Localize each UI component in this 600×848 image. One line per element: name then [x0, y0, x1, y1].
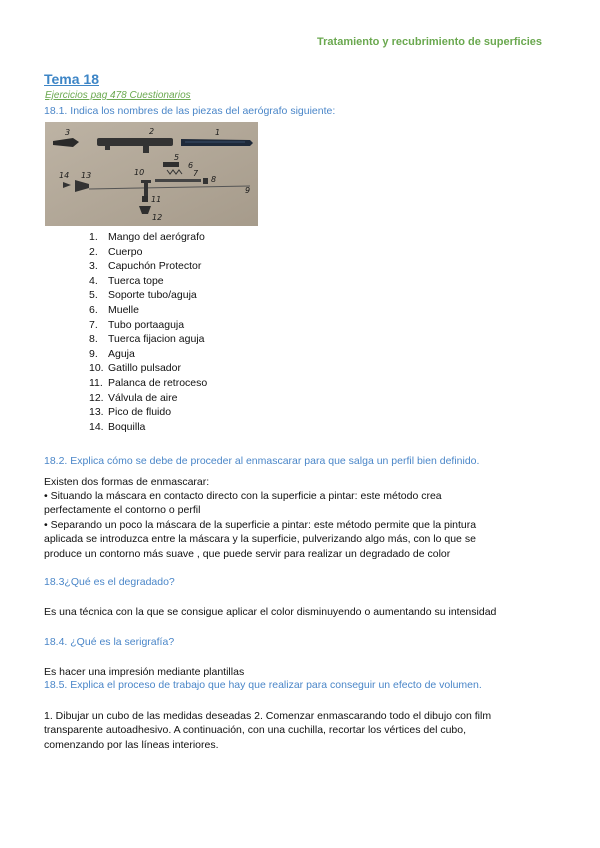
answer-18-5-line: transparente autoadhesivo. A continuación, con una cuchilla, recortar los vértices del cubo, — [44, 724, 467, 736]
part-support — [163, 162, 179, 167]
photo-background — [45, 122, 258, 226]
figure-label-9: 9 — [245, 186, 251, 195]
airbrush-parts-list — [89, 230, 207, 434]
part-lock-nut — [203, 178, 208, 184]
part-needle-tube — [155, 179, 201, 182]
list-item: 7. Tubo portaaguja — [89, 318, 185, 331]
list-item: 14. Boquilla — [89, 420, 146, 433]
list-item: 10. Gatillo pulsador — [89, 362, 181, 375]
figure-label-1: 1 — [215, 128, 221, 137]
page-subtitle-link[interactable]: Ejercicios pag 478 Cuestionarios — [45, 90, 191, 101]
figure-label-14: 14 — [59, 171, 70, 180]
question-18-3: 18.3¿Qué es el degradado? — [44, 576, 175, 588]
question-18-4: 18.4. ¿Qué es la serigrafía? — [44, 636, 175, 648]
figure-label-2: 2 — [149, 127, 155, 136]
airbrush-figure — [45, 122, 258, 226]
figure-label-12: 12 — [152, 213, 163, 222]
figure-label-7: 7 — [193, 169, 199, 178]
list-item: 12. Válvula de aire — [89, 391, 178, 404]
answer-18-2-line: aplicada se introduzca entre la máscara y la superficie, pulverizando algo más, con lo que se — [44, 533, 476, 545]
part-body-valve — [143, 144, 149, 153]
page-title: Tema 18 — [44, 71, 99, 87]
answer-18-5-line: comenzando por las líneas interiores. — [44, 739, 219, 751]
figure-label-13: 13 — [81, 171, 92, 180]
airbrush-parts-photo-icon — [45, 122, 258, 226]
part-trigger-cap — [141, 180, 151, 183]
part-trigger — [144, 182, 148, 196]
running-header: Tratamiento y recubrimiento de superficies — [317, 36, 542, 48]
figure-label-5: 5 — [174, 153, 180, 162]
figure-label-3: 3 — [65, 128, 71, 137]
answer-18-4: Es hacer una impresión mediante plantillas — [44, 666, 245, 678]
figure-label-6: 6 — [188, 161, 194, 170]
question-18-5: 18.5. Explica el proceso de trabajo que hay que realizar para conseguir un efecto de volumen. — [44, 679, 482, 691]
list-item: 11. Palanca de retroceso — [89, 376, 208, 389]
question-18-2: 18.2. Explica cómo se debe de proceder al enmascarar para que salga un perfil bien definido. — [44, 455, 480, 467]
list-item: 13. Pico de fluido — [89, 406, 172, 419]
answer-18-2-line: • Situando la máscara en contacto directo con la superficie a pintar: este método crea — [44, 490, 442, 502]
question-18-1: 18.1. Indica los nombres de las piezas del aerógrafo siguiente: — [44, 105, 336, 117]
figure-label-11: 11 — [151, 195, 162, 204]
part-body-trigger-seat — [105, 144, 110, 150]
list-item: 2. Cuerpo — [89, 245, 143, 258]
answer-18-3: Es una técnica con la que se consigue aplicar el color disminuyendo o aumentando su intensidad — [44, 606, 497, 618]
list-item: 8. Tuerca fijacion aguja — [89, 333, 205, 346]
answer-18-2-line: • Separando un poco la máscara de la superficie a pintar: este método permite que la pintura — [44, 519, 477, 531]
answer-18-2-line: produce un contorno más suave , que puede servir para realizar un degradado de color — [44, 548, 451, 560]
list-item: 6. Muelle — [89, 303, 139, 316]
list-item: 9. Aguja — [89, 347, 135, 360]
figure-label-10: 10 — [134, 168, 145, 177]
answer-18-5-line: 1. Dibujar un cubo de las medidas deseadas 2. Comenzar enmascarando todo el dibujo con film — [44, 710, 492, 722]
answer-18-2-line: perfectamente el contorno o perfil — [44, 504, 201, 516]
list-item: 4. Tuerca tope — [89, 274, 164, 287]
figure-label-8: 8 — [211, 175, 217, 184]
part-lever — [142, 196, 148, 202]
list-item: 3. Capuchón Protector — [89, 260, 202, 273]
answer-18-2-line: Existen dos formas de enmascarar: — [44, 476, 210, 488]
list-item: 5. Soporte tubo/aguja — [89, 289, 197, 302]
list-item: 1. Mango del aerógrafo — [89, 231, 205, 243]
